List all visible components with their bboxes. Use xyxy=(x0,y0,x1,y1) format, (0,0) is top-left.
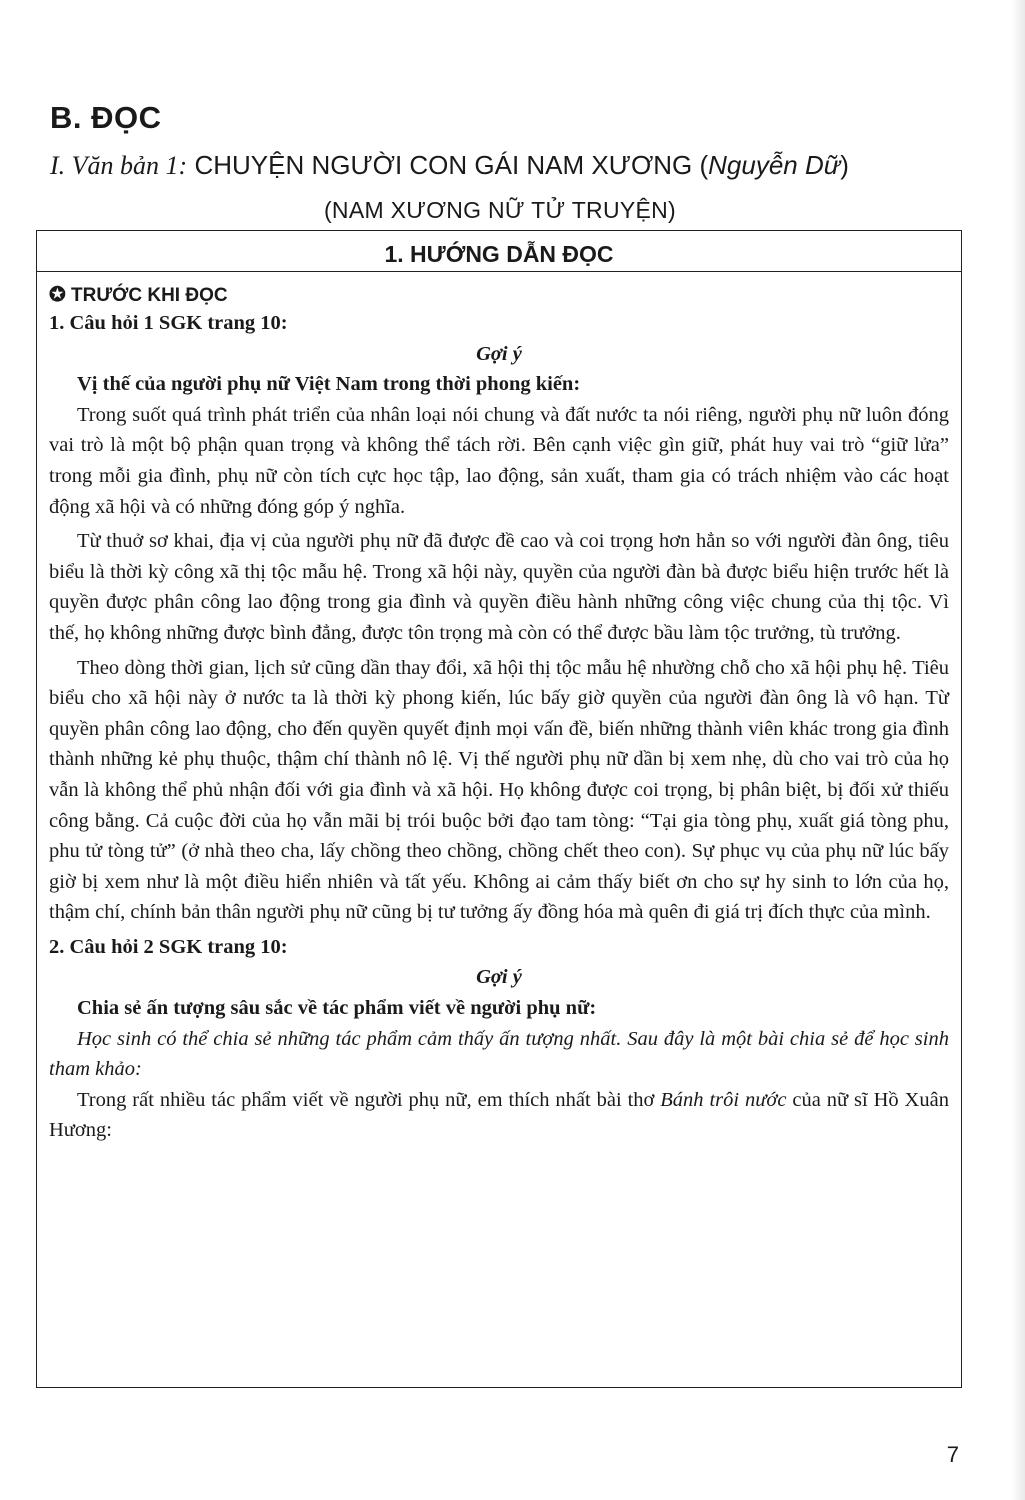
answer-2-instruction: Học sinh có thể chia sẻ những tác phẩm cảm thấy ấn tượng nhất. Sau đây là một bài chia sẻ để học sinh tham khảo: xyxy=(49,1027,949,1081)
answer-2-text-after: của nữ sĩ Hồ Xuân Hương: xyxy=(49,1088,949,1142)
answer-1-paragraph-1: Trong suốt quá trình phát triển của nhân loại nói chung và đất nước ta nói riêng, người phụ nữ luôn đóng vai trò là một bộ phận quan trọng và không thể tách rời. Bên cạnh việc gìn giữ, phát huy vai trò “giữ lửa” trong mỗi gia đình, phụ nữ còn tích cực học tập, lao động, sản xuất, tham gia có trách nhiệm vào các hoạt động xã hội và có những đóng góp ý nghĩa. xyxy=(49,403,949,518)
page-number: 7 xyxy=(946,1442,959,1467)
box-heading: 1. HƯỚNG DẪN ĐỌC xyxy=(37,231,961,272)
hint-1-label: Gợi ý xyxy=(476,342,522,365)
before-reading-kicker xyxy=(49,278,949,308)
text-title xyxy=(50,150,849,181)
page-edge-shadow xyxy=(1011,0,1025,1500)
hint-2-label: Gợi ý xyxy=(476,966,522,989)
answer-2-paragraph xyxy=(49,1085,949,1146)
text-title-close: ) xyxy=(840,150,849,180)
answer-1-lead: Vị thế của người phụ nữ Việt Nam trong thời phong kiến: xyxy=(77,373,581,396)
answer-2-text-before: Trong rất nhiều tác phẩm viết về người phụ nữ, em thích nhất bài thơ xyxy=(77,1088,661,1111)
question-1-heading: 1. Câu hỏi 1 SGK trang 10: xyxy=(49,312,288,334)
question-2-heading: 2. Câu hỏi 2 SGK trang 10: xyxy=(49,935,288,958)
box-body xyxy=(37,272,961,1146)
answer-1-paragraph-3: Theo dòng thời gian, lịch sử cũng dần thay đổi, xã hội thị tộc mẫu hệ nhường chỗ cho xã hội phụ hệ. Tiêu biểu cho xã hội này ở nước ta là thời kỳ phong kiến, lúc bấy giờ quyền của người đàn ông là vô hạn. Từ quyền phân công lao động, cho đến quyền quyết định mọi vấn đề, biến những thành viên khác trong gia đình thành những kẻ phụ thuộc, thậm chí thành nô lệ. Vị thế người phụ nữ dần bị xem nhẹ, dù cho vai trò của họ vẫn là không thể phủ nhận đối với gia đình và xã hội. Họ không được coi trọng, bị phân biệt, bị đối xử thiếu công bằng. Cả cuộc đời của họ vẫn mãi bị trói buộc bởi đạo tam tòng: “Tại gia tòng phụ, xuất giá tòng phu, phu tử tòng tử” (ở nhà theo cha, lấy chồng theo chồng, chồng chết theo con). Sự phục vụ của phụ nữ lúc bấy giờ bị xem như là một điều hiển nhiên và tất yếu. Không ai cảm thấy biết ơn cho sự hy sinh to lớn của họ, thậm chí, chính bản thân người phụ nữ cũng bị tư tưởng ấy đồng hóa mà quên đi giá trị đích thực của mình. xyxy=(49,656,949,924)
answer-2-lead: Chia sẻ ấn tượng sâu sắc về tác phẩm viết về người phụ nữ: xyxy=(77,997,597,1020)
kicker-label: TRƯỚC KHI ĐỌC xyxy=(71,285,228,306)
section-title: B. ĐỌC xyxy=(50,100,162,135)
text-author: Nguyễn Dữ xyxy=(708,150,841,180)
text-label: I. Văn bản 1: xyxy=(50,151,188,180)
answer-1-paragraph-2: Từ thuở sơ khai, địa vị của người phụ nữ đã được đề cao và coi trọng hơn hẳn so với người đàn ông, tiêu biểu là thời kỳ công xã thị tộc mẫu hệ. Trong xã hội này, quyền của người đàn bà được biểu hiện trước hết là quyền được phân công lao động trong gia đình và quyền điều hành những công việc chung của thị tộc. Vì thế, họ không những được bình đẳng, được tôn trọng mà còn có thể được bầu làm tộc trưởng, tù trưởng. xyxy=(49,530,949,644)
reading-guide-box xyxy=(36,230,962,1388)
text-subtitle: (NAM XƯƠNG NỮ TỬ TRUYỆN) xyxy=(323,197,677,223)
poem-title: Bánh trôi nước xyxy=(660,1088,787,1111)
star-icon: ✪ xyxy=(49,284,66,306)
text-title-main: CHUYỆN NGƯỜI CON GÁI NAM XƯƠNG ( xyxy=(194,150,709,180)
